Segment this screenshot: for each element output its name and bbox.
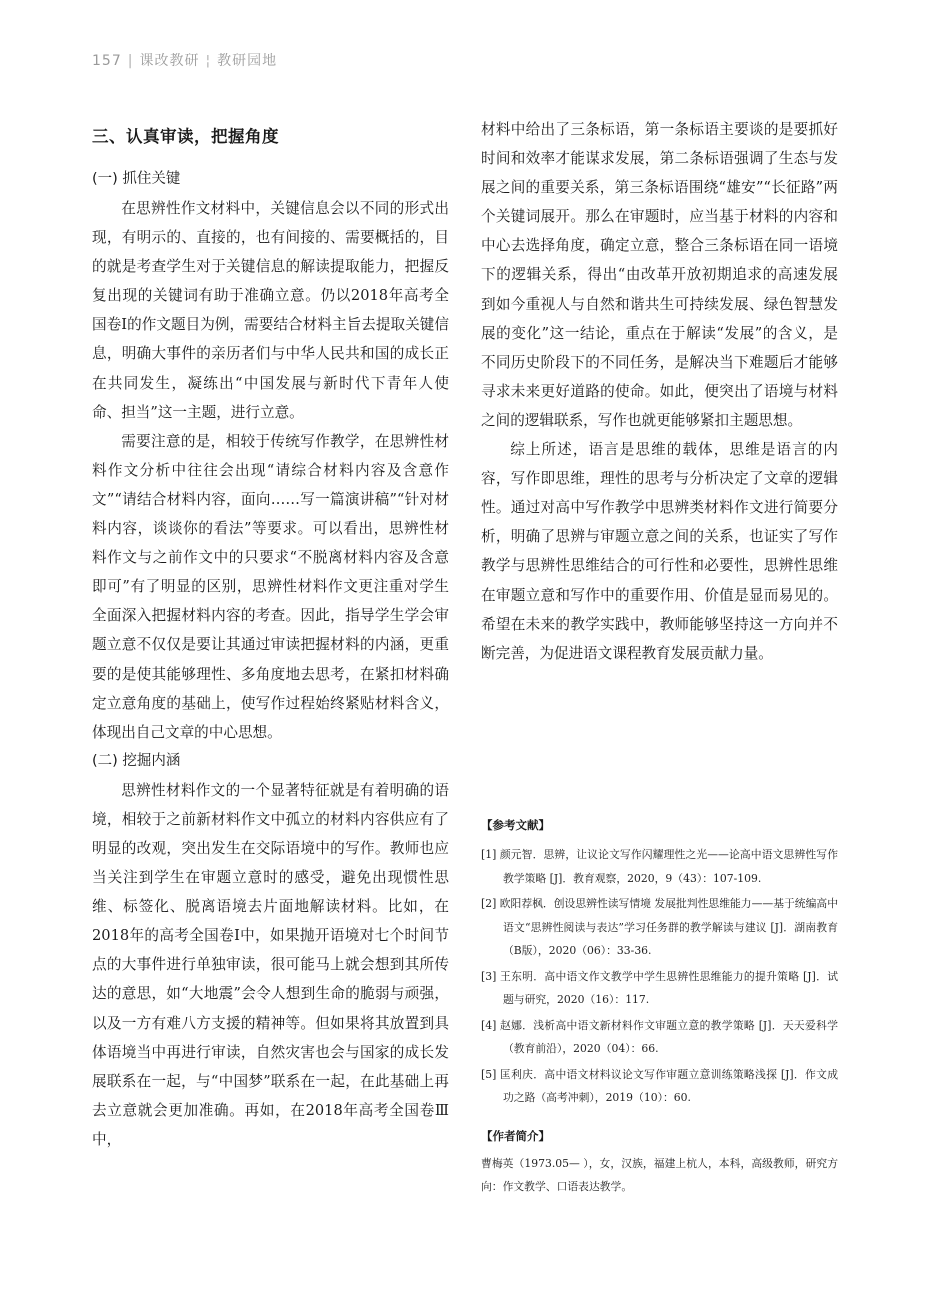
page-number: 157 <box>92 53 122 69</box>
author-bio: 曹梅英（1973.05— ），女，汉族，福建上杭人，本科，高级教师，研究方向：作文教学、口语表达教学。 <box>481 1156 838 1193</box>
paragraph-5: 综上所述，语言是思维的载体，思维是语言的内容，写作即思维，理性的思考与分析决定了文章的逻辑性。通过对高中写作教学中思辨类材料作文进行简要分析，明确了思辨与审题立意之间的关系，也证实了写作教学与思辨性思维结合的可行性和必要性，思辨性思维在审题立意和写作中的重要作用、价值是显而易见的。希望在未来的教学实践中，教师能够坚持这一方向并不断完善，为促进语文课程教育发展贡献力量。 <box>481 441 838 662</box>
paragraph-4: 材料中给出了三条标语，第一条标语主要谈的是要抓好时间和效率才能谋求发展，第二条标语强调了生态与发展之间的重要关系，第三条标语围绕“雄安”“长征路”两个关键词展开。那么在审题时，应当基于材料的内容和中心去选择角度，确定立意，整合三条标语在同一语境下的逻辑关系，得出“由改革开放初期追求的高速发展到如今重视人与自然和谐共生可持续发展、绿色智慧发展的变化”这一结论，重点在于解读“发展”的含义，是不同历史阶段下的不同任务，是解决当下难题后才能够寻求未来更好道路的使命。如此，便突出了语境与材料之间的逻辑联系，写作也就更能够紧扣主题思想。 <box>481 121 838 429</box>
references-title: 【参考文献】 <box>481 818 550 832</box>
references-section <box>481 817 838 1199</box>
paragraph-1: 在思辨性作文材料中，关键信息会以不同的形式出现，有明示的、直接的，也有间接的、需要概括的，目的就是考查学生对于关键信息的解读提取能力，把握反复出现的关键词有助于准确立意。仍以2018年高考全国卷Ⅰ的作文题目为例，需要结合材料主旨去提取关键信息，明确大事件的亲历者们与中华人民共和国的成长正在共同发生，凝练出“中国发展与新时代下青年人使命、担当”这一主题，进行立意。 <box>92 200 449 421</box>
paragraph-2: 需要注意的是，相较于传统写作教学，在思辨性材料作文分析中往往会出现“请综合材料内容及含意作文”“请结合材料内容，面向……写一篇演讲稿”“针对材料内容，谈谈你的看法”等要求。可以看出，思辨性材料作文与之前作文中的只要求“不脱离材料内容及含意即可”有了明显的区别，思辨性材料作文更注重对学生全面深入把握材料内容的考查。因此，指导学生学会审题立意不仅仅是要让其通过审读把握材料的内涵，更重要的是使其能够理性、多角度地去思考，在紧扣材料确定立意角度的基础上，使写作过程始终紧贴材料含义，体现出自己文章的中心思想。 <box>92 432 449 741</box>
paragraph-3: 思辨性材料作文的一个显著特征就是有着明确的语境，相较于之前新材料作文中孤立的材料内容供应有了明显的改观，突出发生在交际语境中的写作。教师也应当关注到学生在审题立意时的感受，避免出现惯性思维、标签化、脱离语境去片面地解读材料。比如，在2018年的高考全国卷Ⅰ中，如果抛开语境对七个时间节点的大事件进行单独审读，很可能马上就会想到其所传达的意思，如“大地震”会令人想到生命的脆弱与顽强，以及一方有难八方支援的精神等。但如果将其放置到具体语境当中再进行审读，自然灾害也会与国家的成长发展联系在一起，与“中国梦”联系在一起，在此基础上再去立意就会更加准确。再如，在2018年高考全国卷Ⅲ中， <box>92 781 449 1148</box>
reference-item: [1] 颜元智．思辨，让议论文写作闪耀理性之光——论高中语文思辨性写作教学策略 [J]．教育观察，2020，9（43）：107-109. <box>481 848 838 885</box>
reference-item: [3] 王东明．高中语文作文教学中学生思辨性思维能力的提升策略 [J]．试题与研究，2020（16）：117. <box>481 969 838 1006</box>
left-column <box>92 115 449 1154</box>
author-title: 【作者简介】 <box>481 1128 550 1143</box>
right-column <box>481 115 838 668</box>
subsection-title-2: (二) 挖掘内涵 <box>92 752 181 769</box>
header-divider: | <box>127 53 134 69</box>
page-header <box>92 50 277 70</box>
reference-item: [2] 欧阳荐枫．创设思辨性读写情境 发展批判性思维能力——基于统编高中语文“思辨性阅读与表达”学习任务群的教学解读与建议 [J]．湖南教育（B版），2020（06）：33-36. <box>481 897 838 957</box>
reference-item: [4] 赵娜．浅析高中语文新材料作文审题立意的教学策略 [J]．天天爱科学（教育前沿），2020（04）：66. <box>481 1018 838 1055</box>
header-divider-2: ¦ <box>205 53 212 69</box>
subsection-title-1: (一) 抓住关键 <box>92 171 181 187</box>
header-section: 课改教研 <box>139 53 200 69</box>
header-subsection: 教研园地 <box>217 53 278 69</box>
section-title: 三、认真审读，把握角度 <box>92 127 279 146</box>
reference-item: [5] 匡利庆．高中语文材料议论文写作审题立意训练策略浅探 [J]．作文成功之路（高考冲刺），2019（10）：60. <box>481 1067 838 1104</box>
